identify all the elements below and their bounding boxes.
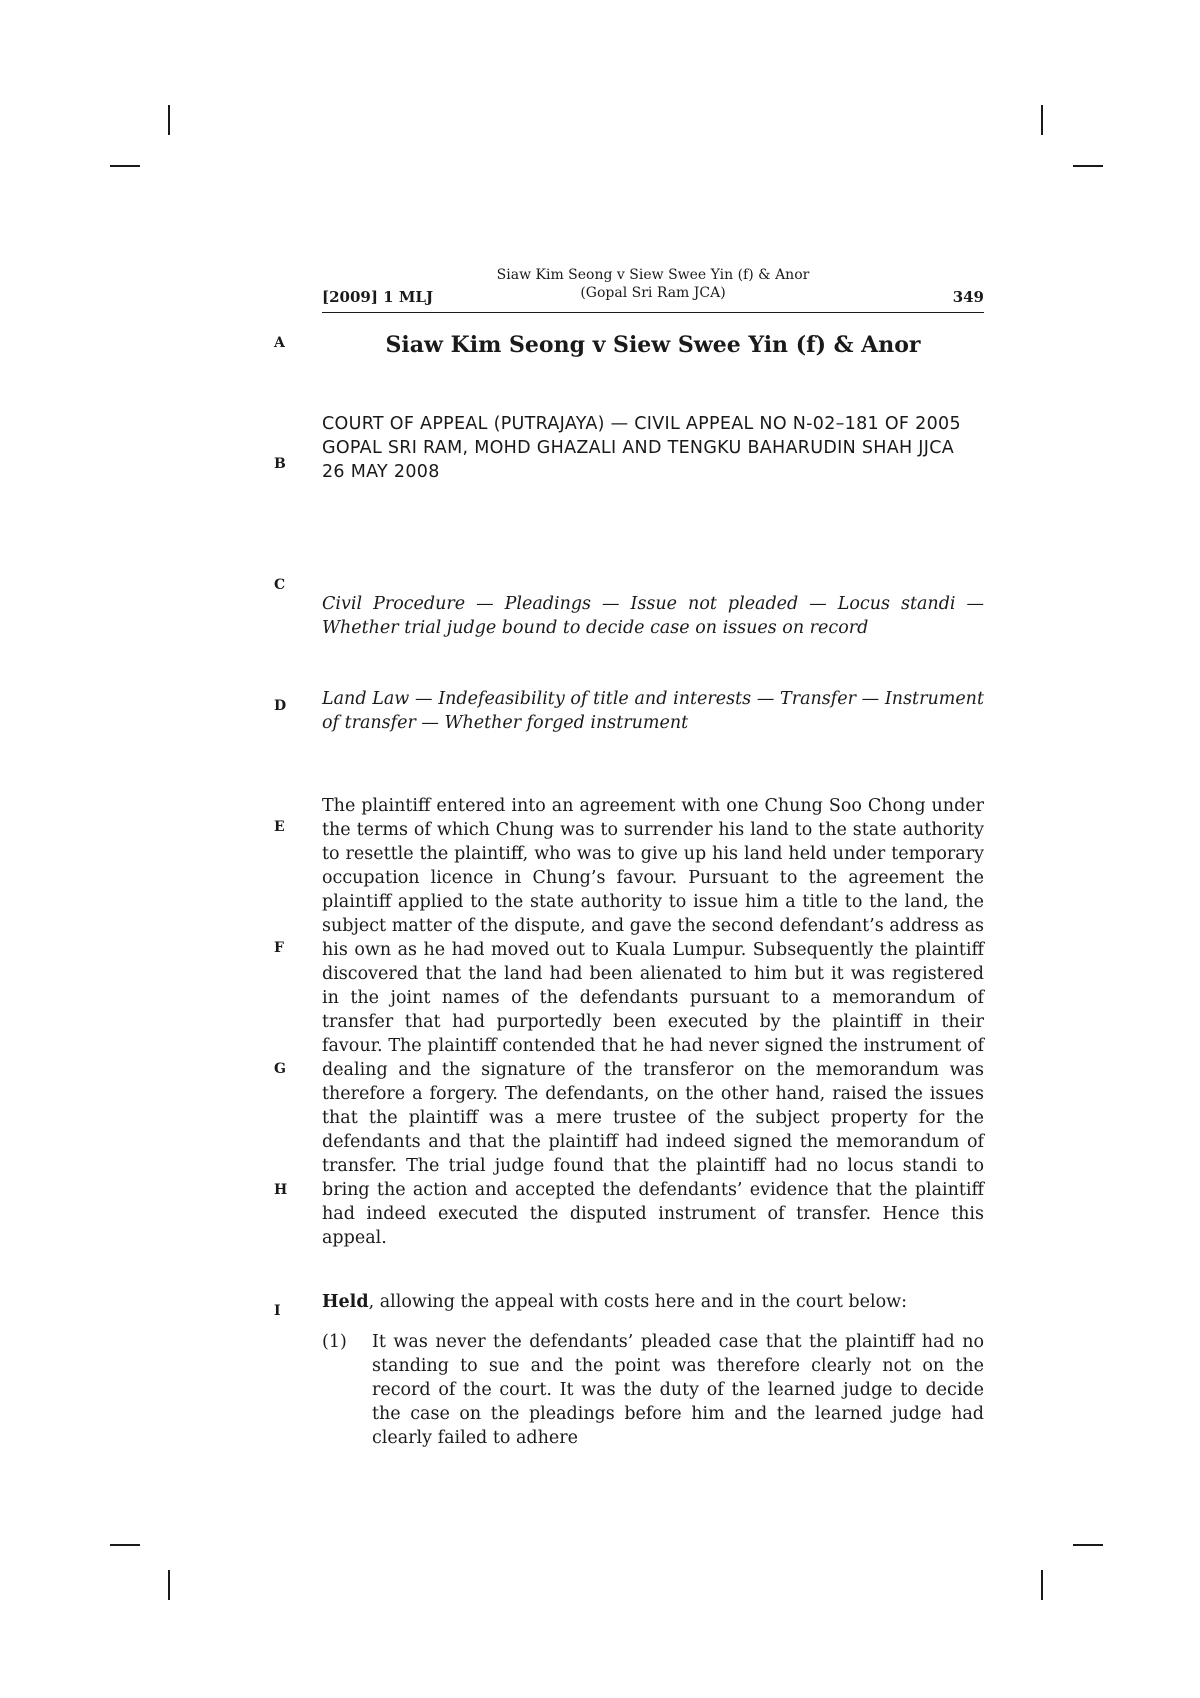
held-line [322,1290,984,1314]
crop-mark [1073,1544,1103,1546]
citation: [2009] 1 MLJ [322,288,434,306]
crop-mark [168,105,170,135]
decision-date: 26 MAY 2008 [322,462,440,482]
margin-letter: B [274,456,286,472]
margin-letter: C [274,577,286,593]
crop-mark [1041,105,1043,135]
margin-letter: A [274,335,285,351]
running-header [322,266,984,313]
case-title: Siaw Kim Seong v Siew Swee Yin (f) & Anor [385,332,921,358]
crop-mark [110,1544,140,1546]
page-number: 349 [952,288,984,306]
margin-letter: D [274,698,287,714]
margin-letter: E [274,819,285,835]
holding-item [322,1330,984,1450]
held-text: , allowing the appeal with costs here and in the court below: [368,1292,907,1312]
case-short-title: Siaw Kim Seong v Siew Swee Yin (f) & Anor [496,267,810,283]
judge-note: (Gopal Sri Ram JCA) [580,285,726,301]
margin-letter: H [274,1182,288,1198]
crop-mark [168,1570,170,1600]
catchword: Land Law — Indefeasibility of title and interests — Transfer — Instrument of transfer — Whether forged instrument [322,689,984,733]
crop-mark [1073,165,1103,167]
court-line: COURT OF APPEAL (PUTRAJAYA) — CIVIL APPEAL NO N-02–181 OF 2005 [322,414,961,434]
crop-mark [1041,1570,1043,1600]
held-label: Held [322,1292,369,1312]
margin-letter: F [274,940,284,956]
margin-letter: G [274,1061,286,1077]
coram-line: GOPAL SRI RAM, MOHD GHAZALI AND TENGKU BAHARUDIN SHAH JJCA [322,438,955,458]
catchword: Civil Procedure — Pleadings — Issue not pleaded — Locus standi — Whether trial judge bound to decide case on issues on record [322,594,984,638]
case-summary: The plaintiff entered into an agreement with one Chung Soo Chong under the terms of which Chung was to surrender his land to the state authority to resettle the plaintiff, who was to give up his land held under temporary occupation licence in Chung’s favour. Pursuant to the agreement the plaintiff applied to the state authority to issue him a title to the land, the subject matter of the dispute, and gave the second defendant’s address as his own as he had moved out to Kuala Lumpur. Subsequently the plaintiff discovered that the land had been alienated to him but it was registered in the joint names of the defendants pursuant to a memorandum of transfer that had purportedly been executed by the plaintiff in their favour. The plaintiff contended that he had never signed the instrument of dealing and the signature of the transferor on the memorandum was therefore a forgery. The defendants, on the other hand, raised the issues that the plaintiff was a mere trustee of the subject property for the defendants and that the plaintiff had indeed signed the memorandum of transfer. The trial judge found that the plaintiff had no locus standi to bring the action and accepted the defendants’ evidence that the plaintiff had indeed executed the disputed instrument of transfer. Hence this appeal. [322,796,984,1248]
holding-text: It was never the defendants’ pleaded case that the plaintiff had no standing to sue and the point was therefore clearly not on the record of the court. It was the duty of the learned judge to decide the case on the pleadings before him and the learned judge had clearly failed to adhere [372,1332,984,1448]
running-title [322,266,984,302]
holding-number: (1) [322,1332,347,1352]
court-details [322,412,984,484]
margin-letter: I [274,1303,281,1319]
crop-mark [110,165,140,167]
